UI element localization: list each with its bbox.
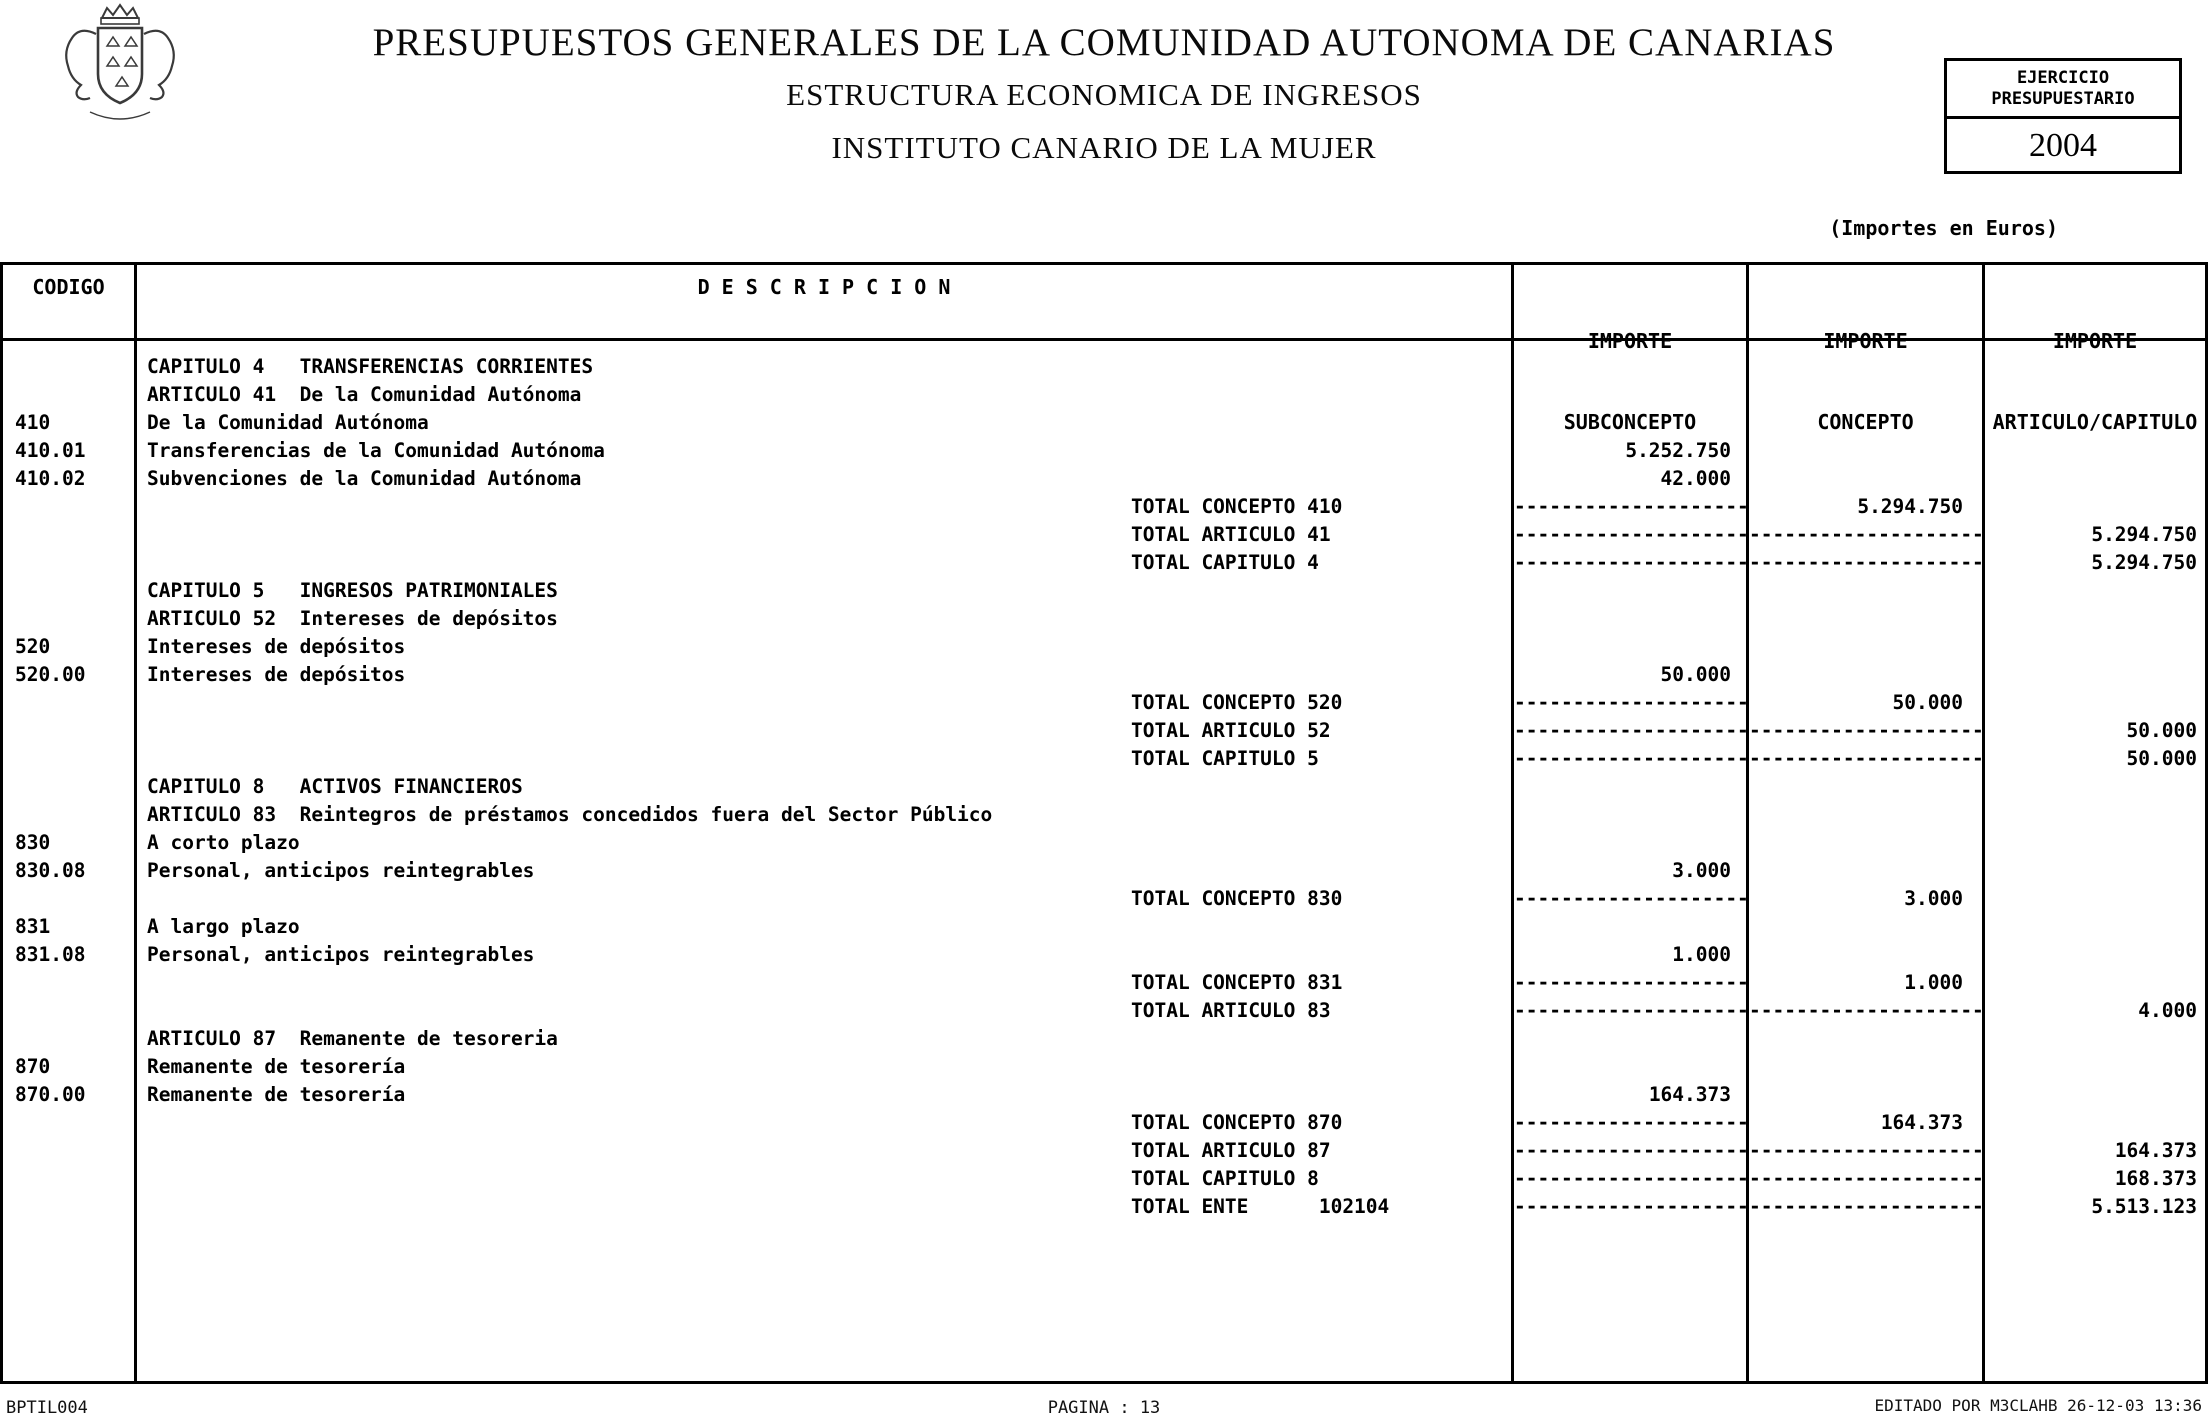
total-label: TOTAL CONCEPTO 870 xyxy=(1131,1111,1343,1134)
importe-subconcepto-cell: -------------------- xyxy=(1514,1111,1749,1134)
importe-subconcepto-cell xyxy=(1514,353,1749,381)
table-row xyxy=(3,661,2205,689)
codigo-cell: 830.08 xyxy=(15,859,86,882)
table-row xyxy=(3,1109,2205,1137)
codigo-cell xyxy=(3,1193,137,1221)
description-text: ARTICULO 83 Reintegros de préstamos concedidos fuera del Sector Público xyxy=(147,803,993,826)
descripcion-cell xyxy=(137,885,1514,913)
codigo-cell xyxy=(3,381,137,409)
descripcion-cell xyxy=(137,381,1514,409)
footer-edited-by: EDITADO POR M3CLAHB 26-12-03 13:36 xyxy=(1874,1396,2202,1415)
importe-articulo-capitulo-cell xyxy=(1985,493,2208,521)
importe-concepto-cell xyxy=(1749,1025,1985,1053)
importe-articulo-capitulo-cell xyxy=(1985,1025,2208,1053)
descripcion-cell xyxy=(137,1137,1514,1165)
importe-subconcepto-cell: 42.000 xyxy=(1660,467,1731,490)
importe-articulo-capitulo-cell: 4.000 xyxy=(2138,999,2197,1022)
table-row xyxy=(3,1193,2205,1221)
descripcion-cell xyxy=(137,829,1514,857)
descripcion-cell xyxy=(137,1165,1514,1193)
description-text: Intereses de depósitos xyxy=(147,663,406,686)
importe-concepto-cell xyxy=(1749,1081,1985,1109)
importe-concepto-cell xyxy=(1749,381,1985,409)
importe-subconcepto-cell xyxy=(1514,1053,1749,1081)
descripcion-cell xyxy=(137,689,1514,717)
importe-concepto-cell: -------------------- xyxy=(1749,523,1984,546)
importe-articulo-capitulo-cell xyxy=(1985,465,2208,493)
codigo-cell xyxy=(3,1109,137,1137)
importe-concepto-cell xyxy=(1749,913,1985,941)
description-text: A largo plazo xyxy=(147,915,300,938)
importe-concepto-cell xyxy=(1749,605,1985,633)
total-label: TOTAL CONCEPTO 410 xyxy=(1131,495,1343,518)
importe-concepto-cell xyxy=(1749,857,1985,885)
table-row xyxy=(3,549,2205,577)
importe-articulo-capitulo-cell xyxy=(1985,941,2208,969)
descripcion-cell xyxy=(137,1053,1514,1081)
document-titles xyxy=(0,20,2208,166)
description-text: CAPITULO 5 INGRESOS PATRIMONIALES xyxy=(147,579,558,602)
importe-concepto-cell xyxy=(1749,577,1985,605)
importe-subconcepto-cell: -------------------- xyxy=(1514,691,1749,714)
total-label: TOTAL CAPITULO 4 xyxy=(1131,551,1319,574)
table-row xyxy=(3,801,2205,829)
importe-concepto-cell: -------------------- xyxy=(1749,747,1984,770)
table-row xyxy=(3,1081,2205,1109)
total-label: TOTAL CONCEPTO 520 xyxy=(1131,691,1343,714)
codigo-cell: 410.02 xyxy=(15,467,86,490)
importe-concepto-cell: 50.000 xyxy=(1892,691,1963,714)
importe-articulo-capitulo-cell xyxy=(1985,913,2208,941)
fiscal-year-label-line2: PRESUPUESTARIO xyxy=(1991,89,2135,109)
table-row xyxy=(3,381,2205,409)
descripcion-cell xyxy=(137,941,1514,969)
descripcion-cell xyxy=(137,633,1514,661)
importe-subconcepto-cell xyxy=(1514,1025,1749,1053)
codigo-cell xyxy=(3,1165,137,1193)
importe-concepto-cell: -------------------- xyxy=(1749,1139,1984,1162)
codigo-cell xyxy=(3,577,137,605)
importe-subconcepto-cell xyxy=(1514,773,1749,801)
codigo-cell xyxy=(3,885,137,913)
importe-articulo-capitulo-cell: 5.294.750 xyxy=(2091,523,2197,546)
importe-articulo-capitulo-cell xyxy=(1985,1109,2208,1137)
column-header-line: CONCEPTO xyxy=(1817,410,1914,434)
table-row xyxy=(3,605,2205,633)
description-text: Subvenciones de la Comunidad Autónoma xyxy=(147,467,582,490)
importe-articulo-capitulo-cell: 50.000 xyxy=(2126,747,2197,770)
importe-concepto-cell xyxy=(1749,437,1985,465)
column-header-line: SUBCONCEPTO xyxy=(1563,410,1697,434)
table-row xyxy=(3,717,2205,745)
description-text: ARTICULO 41 De la Comunidad Autónoma xyxy=(147,383,582,406)
descripcion-cell xyxy=(137,997,1514,1025)
importe-articulo-capitulo-cell: 5.294.750 xyxy=(2091,551,2197,574)
descripcion-cell xyxy=(137,1193,1514,1221)
column-header-codigo: CODIGO xyxy=(3,265,137,338)
description-text: A corto plazo xyxy=(147,831,300,854)
importe-articulo-capitulo-cell xyxy=(1985,409,2208,437)
importe-concepto-cell xyxy=(1749,409,1985,437)
descripcion-cell xyxy=(137,437,1514,465)
codigo-cell: 831.08 xyxy=(15,943,86,966)
table-row xyxy=(3,633,2205,661)
fiscal-year-value: 2004 xyxy=(1947,116,2179,171)
importe-articulo-capitulo-cell xyxy=(1985,689,2208,717)
entity-title: INSTITUTO CANARIO DE LA MUJER xyxy=(831,130,1377,165)
codigo-cell: 520 xyxy=(15,635,51,658)
descripcion-cell xyxy=(137,857,1514,885)
importe-articulo-capitulo-cell: 164.373 xyxy=(2114,1139,2197,1162)
importe-articulo-capitulo-cell xyxy=(1985,381,2208,409)
codigo-cell: 410 xyxy=(15,411,51,434)
table-row xyxy=(3,465,2205,493)
description-text: Remanente de tesorería xyxy=(147,1055,406,1078)
importe-articulo-capitulo-cell xyxy=(1985,605,2208,633)
codigo-cell: 870 xyxy=(15,1055,51,1078)
fiscal-year-box xyxy=(1944,58,2182,174)
importe-articulo-capitulo-cell xyxy=(1985,801,2208,829)
descripcion-cell xyxy=(137,1025,1514,1053)
description-text: ARTICULO 87 Remanente de tesoreria xyxy=(147,1027,558,1050)
codigo-cell xyxy=(3,801,137,829)
importe-articulo-capitulo-cell xyxy=(1985,661,2208,689)
codigo-cell xyxy=(3,997,137,1025)
importe-subconcepto-cell: -------------------- xyxy=(1514,747,1749,770)
total-label: TOTAL CAPITULO 5 xyxy=(1131,747,1319,770)
column-header-line: IMPORTE xyxy=(1587,329,1673,353)
table-row xyxy=(3,1053,2205,1081)
description-text: ARTICULO 52 Intereses de depósitos xyxy=(147,607,558,630)
importe-articulo-capitulo-cell: 168.373 xyxy=(2114,1167,2197,1190)
importe-articulo-capitulo-cell: 5.513.123 xyxy=(2091,1195,2197,1218)
importe-subconcepto-cell: -------------------- xyxy=(1514,887,1749,910)
table-row xyxy=(3,521,2205,549)
importe-articulo-capitulo-cell xyxy=(1985,1081,2208,1109)
codigo-cell xyxy=(3,605,137,633)
importe-subconcepto-cell: -------------------- xyxy=(1514,971,1749,994)
table-row xyxy=(3,829,2205,857)
importe-concepto-cell: 3.000 xyxy=(1904,887,1963,910)
table-row xyxy=(3,997,2205,1025)
table-row xyxy=(3,773,2205,801)
descripcion-cell xyxy=(137,605,1514,633)
table-row xyxy=(3,857,2205,885)
importe-concepto-cell xyxy=(1749,773,1985,801)
descripcion-cell xyxy=(137,493,1514,521)
importe-subconcepto-cell: -------------------- xyxy=(1514,523,1749,546)
codigo-cell: 520.00 xyxy=(15,663,86,686)
codigo-cell xyxy=(3,493,137,521)
description-text: Personal, anticipos reintegrables xyxy=(147,859,535,882)
table-row xyxy=(3,941,2205,969)
importe-articulo-capitulo-cell xyxy=(1985,885,2208,913)
total-label: TOTAL ARTICULO 83 xyxy=(1131,999,1331,1022)
table-row xyxy=(3,745,2205,773)
table-row xyxy=(3,689,2205,717)
importe-subconcepto-cell: -------------------- xyxy=(1514,551,1749,574)
importe-concepto-cell xyxy=(1749,941,1985,969)
codigo-cell xyxy=(3,521,137,549)
total-label: TOTAL ARTICULO 41 xyxy=(1131,523,1331,546)
codigo-cell xyxy=(3,353,137,381)
budget-table xyxy=(0,262,2208,1384)
table-row xyxy=(3,409,2205,437)
total-label: TOTAL ENTE 102104 xyxy=(1131,1195,1390,1218)
descripcion-cell xyxy=(137,521,1514,549)
total-label: TOTAL CAPITULO 8 xyxy=(1131,1167,1319,1190)
importe-subconcepto-cell xyxy=(1514,605,1749,633)
importe-subconcepto-cell: 164.373 xyxy=(1648,1083,1731,1106)
descripcion-cell xyxy=(137,1109,1514,1137)
table-row xyxy=(3,1025,2205,1053)
descripcion-cell xyxy=(137,745,1514,773)
total-label: TOTAL ARTICULO 87 xyxy=(1131,1139,1331,1162)
codigo-cell xyxy=(3,549,137,577)
table-row xyxy=(3,1165,2205,1193)
importe-subconcepto-cell: -------------------- xyxy=(1514,1195,1749,1218)
codigo-cell: 831 xyxy=(15,915,51,938)
importe-subconcepto-cell xyxy=(1514,381,1749,409)
importe-concepto-cell: 1.000 xyxy=(1904,971,1963,994)
descripcion-cell xyxy=(137,577,1514,605)
importe-subconcepto-cell: -------------------- xyxy=(1514,495,1749,518)
fiscal-year-label xyxy=(1947,61,2179,116)
codigo-cell xyxy=(3,717,137,745)
codigo-cell: 410.01 xyxy=(15,439,86,462)
description-text: Intereses de depósitos xyxy=(147,635,406,658)
importe-concepto-cell xyxy=(1749,829,1985,857)
importe-subconcepto-cell xyxy=(1514,633,1749,661)
descripcion-cell xyxy=(137,661,1514,689)
importe-concepto-cell xyxy=(1749,353,1985,381)
importe-articulo-capitulo-cell xyxy=(1985,353,2208,381)
importe-subconcepto-cell: -------------------- xyxy=(1514,719,1749,742)
table-row xyxy=(3,885,2205,913)
table-row xyxy=(3,353,2205,381)
importe-concepto-cell: -------------------- xyxy=(1749,999,1984,1022)
descripcion-cell xyxy=(137,801,1514,829)
table-row xyxy=(3,493,2205,521)
table-row xyxy=(3,437,2205,465)
description-text: Transferencias de la Comunidad Autónoma xyxy=(147,439,605,462)
importe-subconcepto-cell: -------------------- xyxy=(1514,999,1749,1022)
codigo-cell xyxy=(3,1137,137,1165)
importe-concepto-cell xyxy=(1749,1053,1985,1081)
descripcion-cell xyxy=(137,969,1514,997)
importe-subconcepto-cell xyxy=(1514,409,1749,437)
descripcion-cell xyxy=(137,549,1514,577)
total-label: TOTAL CONCEPTO 831 xyxy=(1131,971,1343,994)
importe-concepto-cell xyxy=(1749,465,1985,493)
fiscal-year-label-line1: EJERCICIO xyxy=(2016,68,2110,88)
description-text: Personal, anticipos reintegrables xyxy=(147,943,535,966)
descripcion-cell xyxy=(137,913,1514,941)
importe-concepto-cell: 164.373 xyxy=(1880,1111,1963,1134)
document-footer xyxy=(0,1396,2208,1420)
importe-subconcepto-cell: 5.252.750 xyxy=(1625,439,1731,462)
column-header-line: IMPORTE xyxy=(2052,329,2138,353)
column-header-line: IMPORTE xyxy=(1823,329,1908,353)
importe-subconcepto-cell xyxy=(1514,829,1749,857)
column-header-importe-concepto xyxy=(1749,265,1985,434)
codigo-cell: 830 xyxy=(15,831,51,854)
codigo-cell xyxy=(3,745,137,773)
importe-subconcepto-cell: -------------------- xyxy=(1514,1139,1749,1162)
importe-concepto-cell xyxy=(1749,661,1985,689)
importe-subconcepto-cell xyxy=(1514,577,1749,605)
table-body xyxy=(3,341,2205,1381)
table-row xyxy=(3,969,2205,997)
importe-articulo-capitulo-cell xyxy=(1985,969,2208,997)
importe-articulo-capitulo-cell xyxy=(1985,437,2208,465)
descripcion-cell xyxy=(137,1081,1514,1109)
descripcion-cell xyxy=(137,465,1514,493)
codigo-cell xyxy=(3,689,137,717)
total-label: TOTAL ARTICULO 52 xyxy=(1131,719,1331,742)
importe-subconcepto-cell: 50.000 xyxy=(1660,663,1731,686)
table-row xyxy=(3,913,2205,941)
codigo-cell xyxy=(3,969,137,997)
importe-articulo-capitulo-cell xyxy=(1985,577,2208,605)
footer-report-code: BPTIL004 xyxy=(6,1398,88,1418)
importe-articulo-capitulo-cell xyxy=(1985,1053,2208,1081)
column-header-importe-subconcepto xyxy=(1514,265,1749,434)
table-row xyxy=(3,1137,2205,1165)
descripcion-cell xyxy=(137,353,1514,381)
importe-subconcepto-cell xyxy=(1514,801,1749,829)
importe-concepto-cell xyxy=(1749,633,1985,661)
column-header-line: ARTICULO/CAPITULO xyxy=(1992,410,2198,434)
codigo-cell: 870.00 xyxy=(15,1083,86,1106)
importe-concepto-cell: 5.294.750 xyxy=(1857,495,1963,518)
importe-articulo-capitulo-cell xyxy=(1985,773,2208,801)
importe-articulo-capitulo-cell xyxy=(1985,857,2208,885)
total-label: TOTAL CONCEPTO 830 xyxy=(1131,887,1343,910)
importe-subconcepto-cell: 1.000 xyxy=(1672,943,1731,966)
descripcion-cell xyxy=(137,773,1514,801)
description-text: CAPITULO 8 ACTIVOS FINANCIEROS xyxy=(147,775,523,798)
codigo-cell xyxy=(3,773,137,801)
footer-page-number: PAGINA : 13 xyxy=(1047,1398,1161,1418)
column-header-descripcion: D E S C R I P C I O N xyxy=(137,265,1514,338)
importe-articulo-capitulo-cell: 50.000 xyxy=(2126,719,2197,742)
importe-concepto-cell: -------------------- xyxy=(1749,719,1984,742)
descripcion-cell xyxy=(137,409,1514,437)
importe-subconcepto-cell: -------------------- xyxy=(1514,1167,1749,1190)
description-text: De la Comunidad Autónoma xyxy=(147,411,429,434)
importe-concepto-cell: -------------------- xyxy=(1749,1167,1984,1190)
main-title: PRESUPUESTOS GENERALES DE LA COMUNIDAD AUTONOMA DE CANARIAS xyxy=(372,21,1836,64)
importe-articulo-capitulo-cell xyxy=(1985,829,2208,857)
importe-subconcepto-cell xyxy=(1514,913,1749,941)
document-subtitle: ESTRUCTURA ECONOMICA DE INGRESOS xyxy=(786,77,1422,112)
table-row xyxy=(3,577,2205,605)
importe-concepto-cell: -------------------- xyxy=(1749,1195,1984,1218)
importe-concepto-cell xyxy=(1749,801,1985,829)
descripcion-cell xyxy=(137,717,1514,745)
codigo-cell xyxy=(3,1025,137,1053)
importe-articulo-capitulo-cell xyxy=(1985,633,2208,661)
currency-note: (Importes en Euros) xyxy=(1829,216,2058,240)
column-header-importe-articulo-capitulo xyxy=(1985,265,2205,434)
description-text: CAPITULO 4 TRANSFERENCIAS CORRIENTES xyxy=(147,355,594,378)
description-text: Remanente de tesorería xyxy=(147,1083,406,1106)
importe-subconcepto-cell: 3.000 xyxy=(1672,859,1731,882)
importe-concepto-cell: -------------------- xyxy=(1749,551,1984,574)
